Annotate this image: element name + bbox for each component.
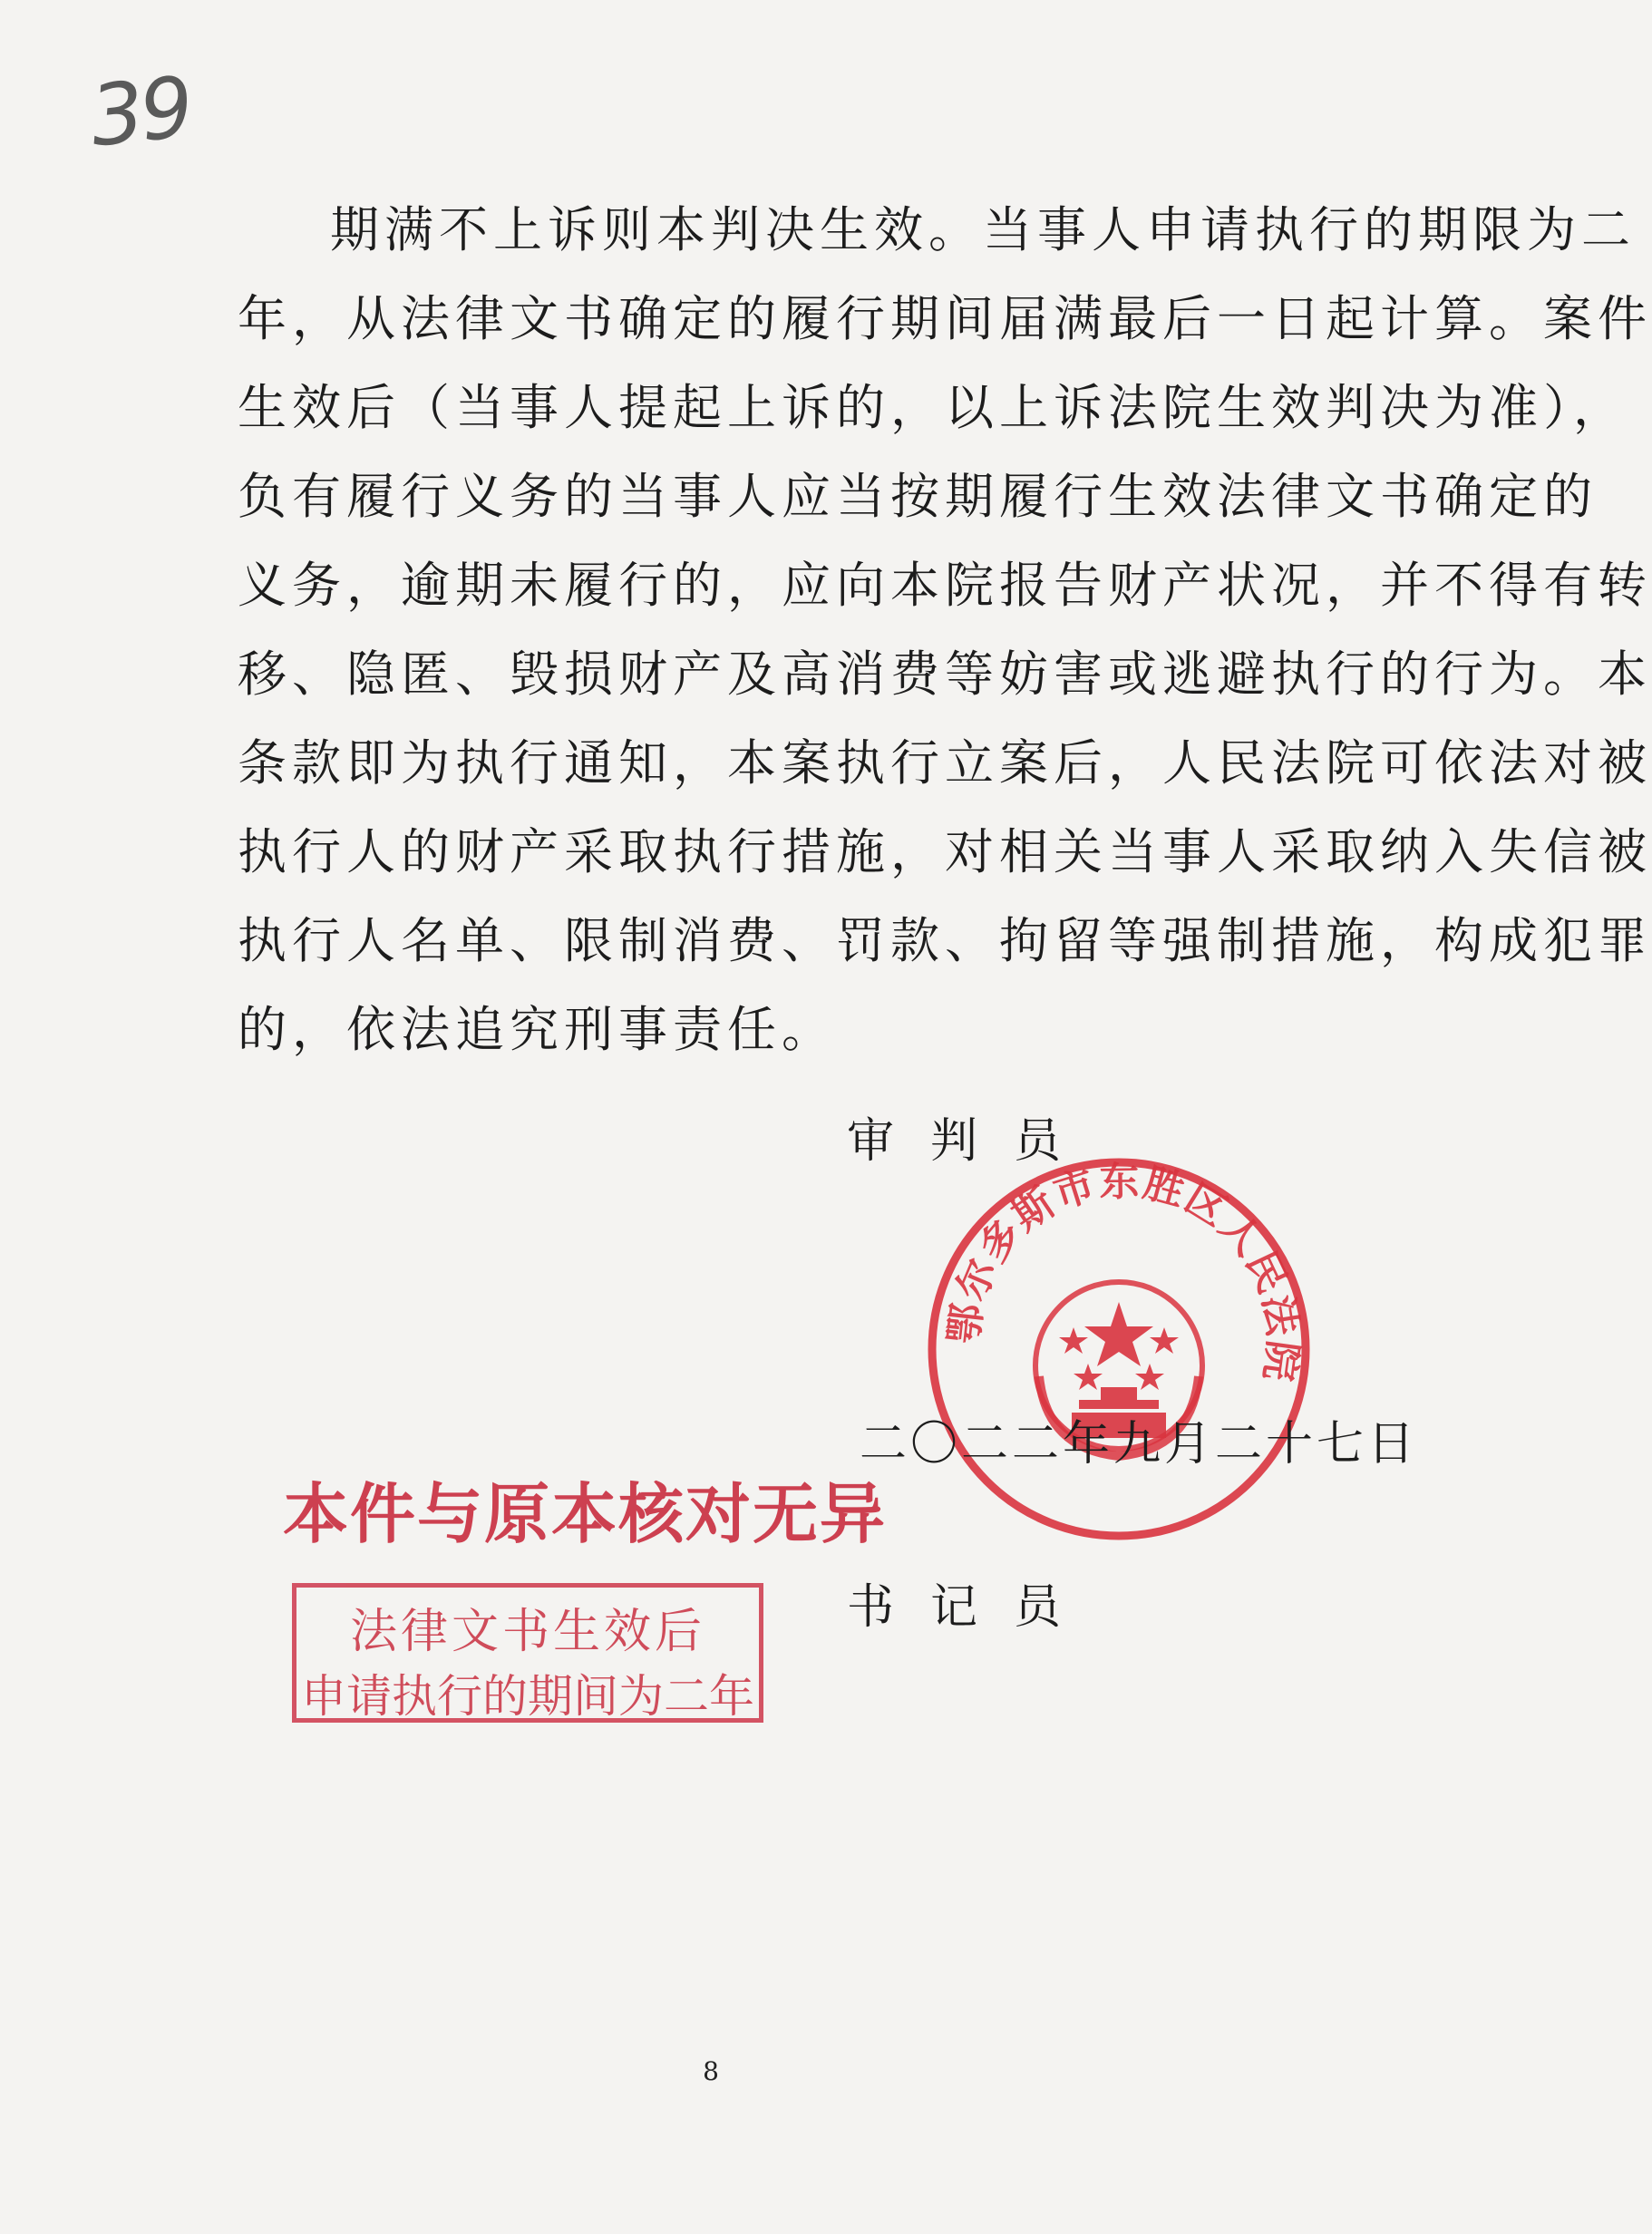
- judgment-body-text: [238, 186, 1652, 1074]
- judgment-date: 二〇二二年九月二十七日: [860, 1417, 1419, 1472]
- enforcement-notice-stamp: [292, 1583, 763, 1723]
- court-seal-icon: [919, 1150, 1318, 1549]
- body-line: 义务，逾期未履行的，应向本院报告财产状况，并不得有转: [238, 557, 1652, 614]
- body-line: 负有履行义务的当事人应当按期履行生效法律文书确定的: [238, 468, 1598, 525]
- body-line: 生效后（当事人提起上诉的，以上诉法院生效判决为准），: [238, 379, 1628, 436]
- body-line: 年，从法律文书确定的履行期间届满最后一日起计算。案件: [238, 290, 1652, 347]
- svg-text:鄂尔多斯市东胜区人民法院: 鄂尔多斯市东胜区人民法院: [940, 1158, 1307, 1385]
- stamp-box-line-2: 申请执行的期间为二年: [301, 1670, 754, 1723]
- stamp-box-line-1: 法律文书生效后: [349, 1605, 705, 1659]
- body-line: 执行人的财产采取执行措施，对相关当事人采取纳入失信被: [238, 823, 1652, 880]
- body-line: 条款即为执行通知，本案执行立案后，人民法院可依法对被: [238, 734, 1652, 792]
- body-line: 的，依法追究刑事责任。: [238, 1001, 836, 1058]
- page-number: 8: [703, 2056, 719, 2086]
- body-line: 移、隐匿、毁损财产及高消费等妨害或逃避执行的行为。本: [238, 646, 1652, 703]
- judge-label: 审判员: [847, 1114, 1098, 1169]
- certification-stamp-line: 本件与原本核对无异: [283, 1476, 888, 1552]
- body-line: 执行人名单、限制消费、罚款、拘留等强制措施，构成犯罪: [238, 912, 1652, 969]
- handwritten-page-number: 39: [85, 58, 195, 166]
- clerk-label: 书记员: [847, 1580, 1098, 1635]
- body-line: 期满不上诉则本判决生效。当事人申请执行的期限为二: [330, 201, 1636, 258]
